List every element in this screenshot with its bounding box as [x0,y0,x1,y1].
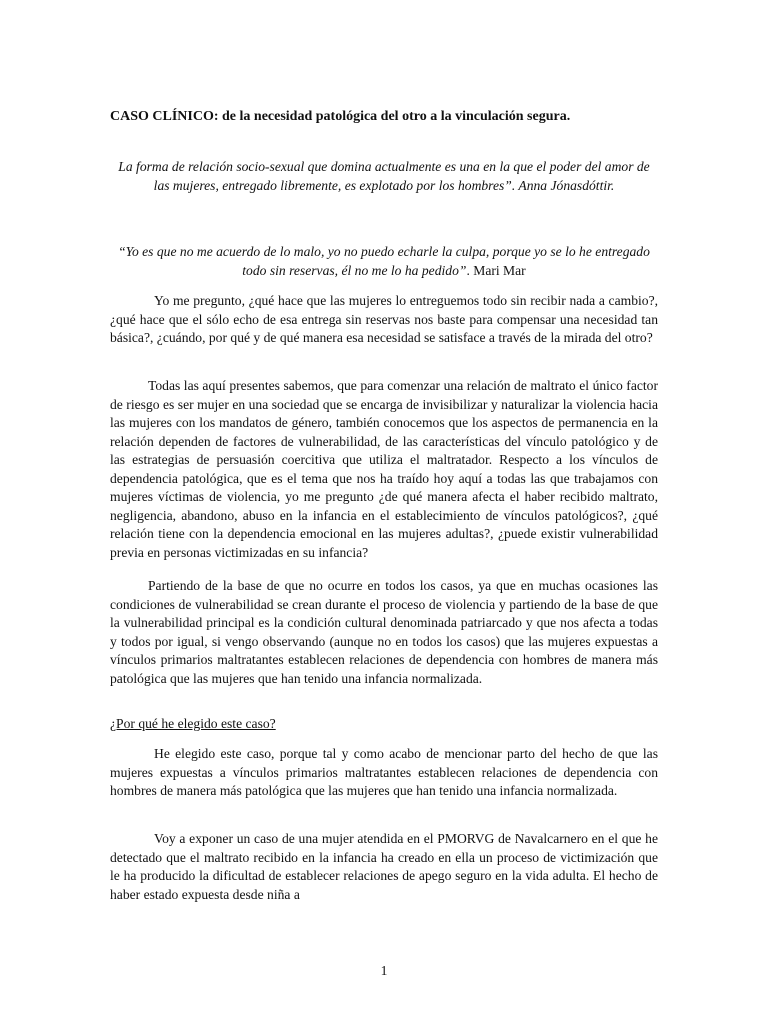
epigraph-quote: La forma de relación socio-sexual que domina actualmente es una en la que el poder del amor de las mujeres, entregado libremente, es explotado por los hombres”. Anna Jónasdóttir. [118,159,650,193]
paragraph-2: Todas las aquí presentes sabemos, que para comenzar una relación de maltrato el único factor de riesgo es ser mujer en una sociedad que se encarga de invisibilizar y naturalizar la violencia hacia las mujeres con los mandatos de género, también conocemos que los aspectos de permanencia en la relación dependen de factores de vulnerabilidad, de las características del vínculo patológico y de las estrategias de persuasión coercitiva que utiliza el maltratador. Respecto a los vínculos de dependencia patológica, que es el tema que nos ha traído hoy aquí a todas las que trabajamos con mujeres víctimas de violencia, yo me pregunto ¿de qué manera afecta el haber recibido maltrato, negligencia, abandono, abuso en la infancia en el establecimiento de vínculos patológicos?, ¿qué relación tiene con la dependencia emocional en las mujeres adultas?, ¿puede existir vulnerabilidad previa en personas victimizadas en su infancia? [110,378,658,560]
patient-quote [110,243,658,280]
patient-quote-author: . Mari Mar [466,262,526,278]
paragraph-5: Voy a exponer un caso de una mujer atendida en el PMORVG de Navalcarnero en el que he detectado que el maltrato recibido en la infancia ha creado en ella un proceso de victimización que le ha producido la dificultad de establecer relaciones de apego seguro en la vida adulta. El hecho de haber estado expuesta desde niña a [110,831,658,902]
patient-quote-text: “Yo es que no me acuerdo de lo malo, yo no puedo echarle la culpa, porque yo se lo he entregado todo sin reservas, él no me lo ha pedido” [118,244,650,278]
paragraph-3: Partiendo de la base de que no ocurre en todos los casos, ya que en muchas ocasiones las condiciones de vulnerabilidad se crean durante el proceso de violencia y partiendo de la base de que la vulnerabilidad principal es la condición cultural denominada patriarcado y que nos afecta a todas y todos por igual, si vengo observando (aunque no en todos los casos) que las mujeres expuestas a vínculos primarios maltratantes establecen relaciones de dependencia con hombres de manera más patológica que las mujeres que han tenido una infancia normalizada. [110,578,658,686]
paragraph-1: Yo me pregunto, ¿qué hace que las mujeres lo entreguemos todo sin recibir nada a cambio?, ¿qué hace que el sólo echo de esa entrega sin reservas nos baste para compensar una necesidad tan básica?, ¿cuándo, por qué y de qué manera esa necesidad se satisface a través de la mirada del otro? [110,293,658,345]
document-page [110,0,658,1024]
section-heading: ¿Por qué he elegido este caso? [110,716,276,731]
document-title: CASO CLÍNICO: de la necesidad patológica del otro a la vinculación segura. [110,109,571,124]
paragraph-4: He elegido este caso, porque tal y como acabo de mencionar parto del hecho de que las mujeres expuestas a vínculos primarios maltratantes establecen relaciones de dependencia con hombres de manera más patológica que las mujeres que han tenido una infancia normalizada. [110,746,658,798]
page-number: 1 [380,963,388,978]
